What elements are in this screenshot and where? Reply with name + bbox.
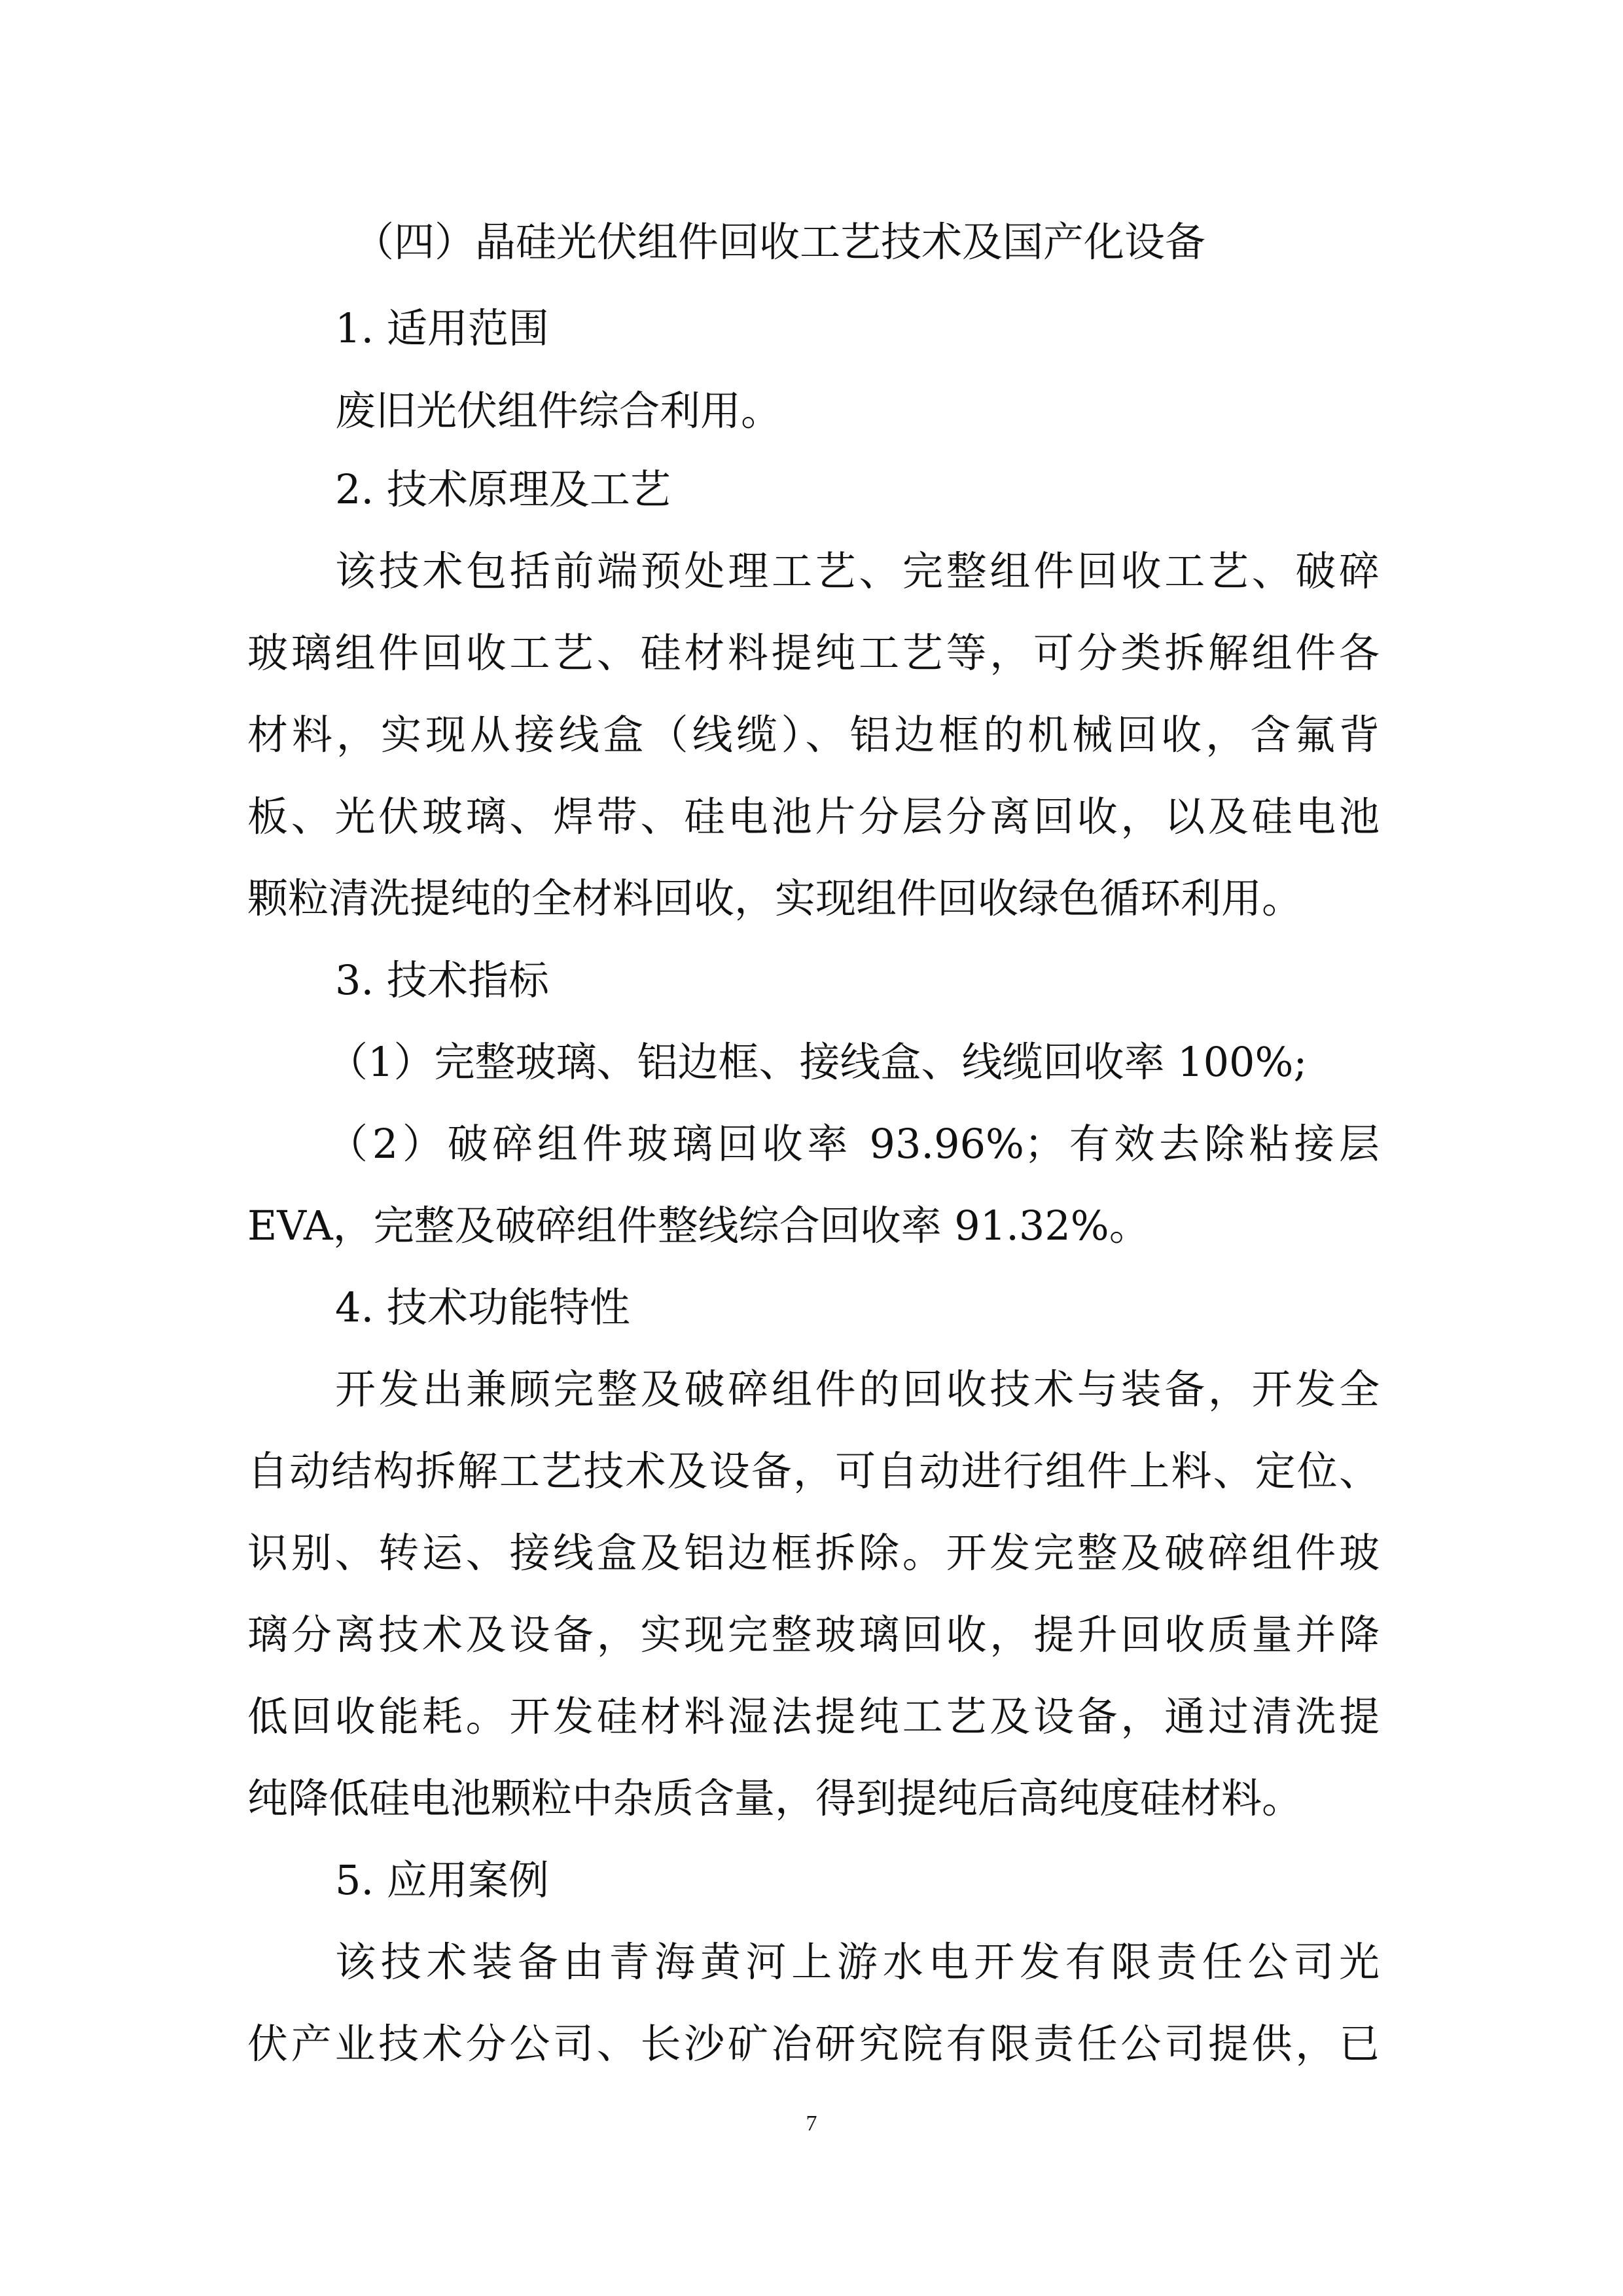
indicator-line-1: （1）完整玻璃、铝边框、接线盒、线缆回收率 100%; (327, 1038, 1308, 1086)
heading-cases: 5. 应用案例 (335, 1856, 549, 1904)
principle-line-3: 材料，实现从接线盒（线缆）、铝边框的机械回收，含氟背 (247, 711, 1380, 759)
principle-line-5: 颗粒清洗提纯的全材料回收，实现组件回收绿色循环利用。 (247, 874, 1303, 922)
features-line-6: 纯降低硅电池颗粒中杂质含量，得到提纯后高纯度硅材料。 (247, 1774, 1303, 1822)
principle-line-2: 玻璃组件回收工艺、硅材料提纯工艺等，可分类拆解组件各 (247, 629, 1380, 677)
section-title: （四）晶硅光伏组件回收工艺技术及国产化设备 (353, 218, 1206, 266)
heading-indicators: 3. 技术指标 (335, 956, 549, 1004)
indicator-line-2: （2）破碎组件玻璃回收率 93.96%；有效去除粘接层 (327, 1120, 1380, 1168)
features-line-1: 开发出兼顾完整及破碎组件的回收技术与装备，开发全 (335, 1365, 1380, 1413)
features-line-3: 识别、转运、接线盒及铝边框拆除。开发完整及破碎组件玻 (247, 1529, 1380, 1577)
cases-line-2: 伏产业技术分公司、长沙矿冶研究院有限责任公司提供，已 (247, 2020, 1380, 2068)
heading-principle: 2. 技术原理及工艺 (335, 465, 671, 513)
features-line-2: 自动结构拆解工艺技术及设备，可自动进行组件上料、定位、 (247, 1447, 1380, 1495)
heading-scope: 1. 适用范围 (335, 304, 549, 352)
cases-line-1: 该技术装备由青海黄河上游水电开发有限责任公司光 (335, 1938, 1380, 1986)
features-line-5: 低回收能耗。开发硅材料湿法提纯工艺及设备，通过清洗提 (247, 1693, 1380, 1740)
principle-line-1: 该技术包括前端预处理工艺、完整组件回收工艺、破碎 (335, 547, 1380, 595)
heading-features: 4. 技术功能特性 (335, 1283, 630, 1331)
page-number: 7 (806, 2111, 817, 2136)
principle-line-4: 板、光伏玻璃、焊带、硅电池片分层分离回收，以及硅电池 (247, 793, 1380, 840)
scope-text: 废旧光伏组件综合利用。 (335, 387, 782, 435)
features-line-4: 璃分离技术及设备，实现完整玻璃回收，提升回收质量并降 (247, 1611, 1380, 1659)
indicator-line-3: EVA，完整及破碎组件整线综合回收率 91.32%。 (247, 1202, 1150, 1249)
